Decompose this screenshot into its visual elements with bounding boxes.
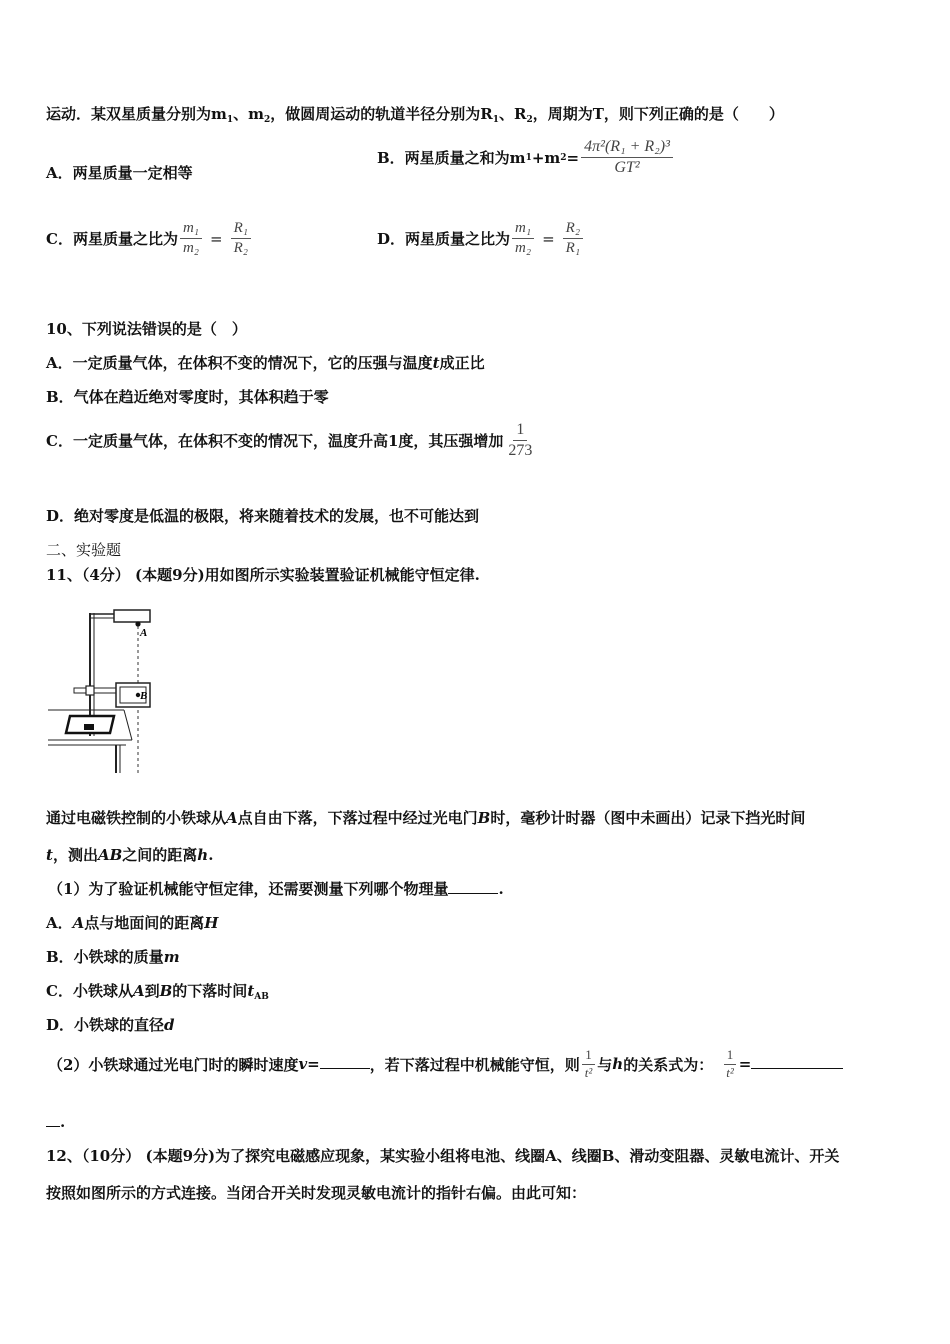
- q11-option-b: B．小铁球的质量m: [46, 948, 180, 966]
- ball-a-marker: [135, 621, 140, 626]
- q11-fraction-1: $\frac{1}{\text{t²}}$: [582, 1048, 596, 1081]
- q9-option-d-left-fraction: $\frac{\text{m₁}}{\text{m₂}}$: [512, 220, 534, 258]
- answer-blank-2[interactable]: [320, 1067, 370, 1069]
- q11-subquestion-2: （2）小铁球通过光电门时的瞬时速度 v = ，若下落过程中机械能守恒，则 $\frac{1}{\text{t²}}$ 与 h 的关系式为： $\frac{1}{\text{t²}}$ =: [48, 1048, 843, 1081]
- q9-option-a: A．两星质量一定相等: [46, 164, 193, 182]
- q9-option-c: C．两星质量之比为 $\frac{\text{m₁}}{\text{m₂}}$ = $\frac{\text{R₁}}{\text{R₂}}$: [46, 220, 253, 258]
- q11-option-d: D．小铁球的直径d: [46, 1016, 175, 1034]
- q11-apparatus-figure: [46, 598, 161, 776]
- q9-option-d: D．两星质量之比为 $\frac{\text{m₁}}{\text{m₂}}$ = $\frac{\text{R₂}}{\text{R₁}}$: [377, 220, 585, 258]
- q11-description-line2: t，测出AB之间的距离h.: [46, 846, 214, 864]
- q11-subquestion-1: （1）为了验证机械能守恒定律，还需要测量下列哪个物理量 .: [48, 880, 504, 898]
- q12-stem-line2: 按照如图所示的方式连接。当闭合开关时发现灵敏电流计的指针右偏。由此可知：: [46, 1184, 587, 1202]
- q9-option-b: B．两星质量之和为m 1 +m 2 = $\frac{\text{4π²(R₁ + R₂)³}}{\text{GT²}}$: [377, 138, 675, 178]
- answer-blank-1[interactable]: [448, 892, 498, 894]
- section-heading: 二、实验题: [46, 541, 122, 559]
- q9-option-c-right-fraction: $\frac{\text{R₁}}{\text{R₂}}$: [231, 220, 251, 258]
- q10-option-b: B．气体在趋近绝对零度时，其体积趋于零: [46, 388, 329, 406]
- q9-option-b-fraction: $\frac{\text{4π²(R₁ + R₂)³}}{\text{GT²}}$: [581, 138, 673, 178]
- answer-blank-3-continuation[interactable]: [46, 1125, 60, 1127]
- q10-option-c: C．一定质量气体，在体积不变的情况下，温度升高1度，其压强增加 $\frac{1}{273}$: [46, 421, 537, 461]
- q9-stem: 运动．某双星质量分别为$m_1$、$m_2$，做圆周运动的轨道半径分别为$R_1$、$R_2$，周期为T，则下列正确的是（ ）: [46, 105, 784, 125]
- label-b: B: [140, 690, 148, 702]
- q11-blank-continuation: .: [46, 1113, 65, 1131]
- q11-option-a: A．A点与地面间的距离H: [46, 914, 219, 932]
- q11-fraction-2: $\frac{1}{\text{t²}}$: [723, 1048, 737, 1081]
- q10-option-d: D．绝对零度是低温的极限，将来随着技术的发展，也不可能达到: [46, 507, 480, 525]
- q10-option-c-fraction: $\frac{1}{273}$: [508, 421, 533, 460]
- q11-option-c: C．小铁球从A到B的下落时间$t_{AB}$: [46, 982, 269, 1002]
- q11-description-line1: 通过电磁铁控制的小铁球从A点自由下落，下落过程中经过光电门B时，毫秒计时器（图中未画出）记录下挡光时间: [46, 809, 806, 827]
- label-a: A: [140, 627, 148, 639]
- answer-blank-3[interactable]: [751, 1067, 843, 1069]
- q10-option-a: A．一定质量气体，在体积不变的情况下，它的压强与温度t成正比: [46, 354, 485, 372]
- q11-stem: 11、（4分） (本题9分)用如图所示实验装置验证机械能守恒定律.: [46, 566, 480, 584]
- q9-option-c-left-fraction: $\frac{\text{m₁}}{\text{m₂}}$: [180, 220, 202, 258]
- q10-stem: 10、下列说法错误的是（ ）: [46, 320, 247, 338]
- q12-stem-line1: 12、（10分） (本题9分)为了探究电磁感应现象，某实验小组将电池、线圈A、线圈B、滑动变阻器、灵敏电流计、开关: [46, 1147, 840, 1165]
- q9-option-d-right-fraction: $\frac{\text{R₂}}{\text{R₁}}$: [563, 220, 583, 258]
